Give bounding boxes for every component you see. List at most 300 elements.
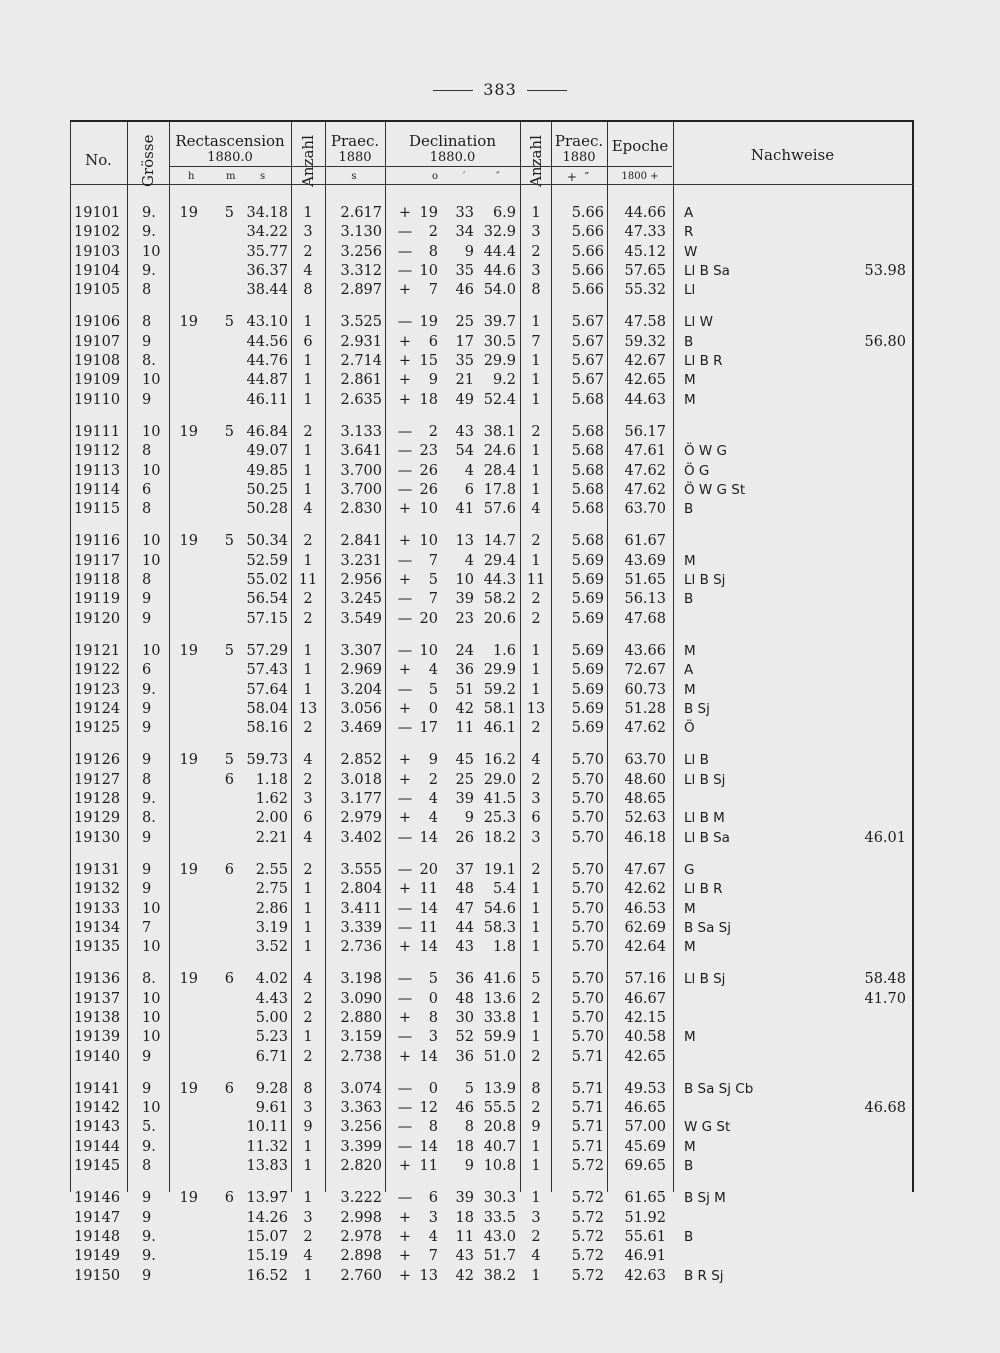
cell-s: 3.19 [255, 919, 288, 936]
cell-ds: 55.5 [483, 1100, 516, 1117]
cell-prd: 5.70 [571, 752, 604, 769]
cell-dd: 8 [428, 1119, 438, 1136]
cell-ep: 42.65 [624, 1048, 666, 1065]
cell-dm: 8 [464, 1119, 474, 1136]
cell-ep: 42.63 [624, 1267, 666, 1284]
cell-no: 19126 [74, 752, 121, 769]
cell-ds: 13.9 [483, 1080, 516, 1097]
cell-pra: 2.841 [340, 533, 382, 550]
cell-sign: + [398, 1158, 412, 1175]
cell-prd: 5.67 [571, 333, 604, 350]
cell-prd: 5.68 [571, 391, 604, 408]
cell-dd: 11 [419, 881, 438, 898]
cell-n: 6 [303, 333, 313, 350]
cell-dd: 14 [419, 1048, 438, 1065]
cell-no: 19144 [74, 1138, 121, 1155]
cell-ep: 42.64 [624, 939, 666, 956]
header-ra-unit-m: m [226, 171, 238, 182]
cell-dd: 4 [428, 1228, 438, 1245]
header-decl-title: Declination [408, 132, 497, 150]
cell-n: 1 [303, 1267, 313, 1284]
cell-pra: 3.245 [340, 591, 382, 608]
cell-ds: 29.0 [483, 771, 516, 788]
cell-s: 10.11 [246, 1119, 288, 1136]
cell-nw: Ö [684, 720, 695, 737]
cell-nw: M [684, 681, 696, 698]
cell-mag: 9. [142, 224, 156, 241]
cell-ep: 47.62 [624, 462, 666, 479]
cell-s: 44.76 [246, 353, 288, 370]
cell-no: 19140 [74, 1048, 121, 1065]
cell-ep: 62.69 [624, 919, 666, 936]
cell-pra: 2.760 [340, 1267, 382, 1284]
row-group [70, 1189, 914, 1285]
cell-dm: 9 [464, 243, 474, 260]
cell-prd: 5.70 [571, 919, 604, 936]
cell-prd: 5.68 [571, 501, 604, 518]
cell-s: 2.00 [255, 810, 288, 827]
cell-no: 19128 [74, 791, 121, 808]
cell-s: 57.15 [246, 610, 288, 627]
cell-dd: 0 [428, 1080, 438, 1097]
cell-s: 44.56 [246, 333, 288, 350]
cell-dm: 47 [455, 900, 474, 917]
cell-s: 55.02 [246, 572, 288, 589]
table-row [70, 552, 914, 571]
cell-no: 19150 [74, 1267, 121, 1284]
cell-no: 19102 [74, 224, 121, 241]
cell-nw: Ll B Sj [684, 971, 726, 988]
table-row [70, 442, 914, 461]
cell-n: 3 [303, 224, 313, 241]
cell-n2: 7 [531, 333, 541, 350]
cell-prd: 5.70 [571, 939, 604, 956]
header-epoche: Epoche [611, 137, 669, 155]
cell-no: 19106 [74, 314, 121, 331]
cell-pra: 3.198 [340, 971, 382, 988]
cell-n: 2 [303, 861, 313, 878]
cell-prd: 5.66 [571, 282, 604, 299]
cell-mag: 8 [142, 501, 152, 518]
cell-no: 19146 [74, 1190, 121, 1207]
table-row [70, 861, 914, 880]
cell-mag: 7 [142, 919, 152, 936]
cell-n: 4 [303, 829, 313, 846]
cell-sign: — [397, 1190, 413, 1207]
cell-n: 1 [303, 391, 313, 408]
table-row [70, 500, 914, 519]
cell-s: 58.04 [246, 700, 288, 717]
cell-sign: + [398, 810, 412, 827]
header-groesse: Grösse [139, 134, 157, 187]
cell-pra: 2.852 [340, 752, 382, 769]
cell-no: 19135 [74, 939, 121, 956]
cell-m: 6 [224, 1080, 234, 1097]
cell-sign: — [397, 971, 413, 988]
cell-mag: 10 [142, 1009, 161, 1026]
cell-sign: — [397, 829, 413, 846]
cell-pra: 2.736 [340, 939, 382, 956]
row-group [70, 642, 914, 738]
cell-prd: 5.70 [571, 829, 604, 846]
cell-no: 19123 [74, 681, 121, 698]
table-row [70, 204, 914, 223]
cell-ds: 41.5 [483, 791, 516, 808]
cell-dd: 10 [419, 501, 438, 518]
cell-s: 46.11 [246, 391, 288, 408]
table-row [70, 681, 914, 700]
cell-prd: 5.67 [571, 353, 604, 370]
row-group [70, 532, 914, 628]
cell-ds: 29.4 [483, 552, 516, 569]
cell-n: 1 [303, 681, 313, 698]
cell-n2: 1 [531, 372, 541, 389]
cell-prd: 5.69 [571, 610, 604, 627]
table-row [70, 1157, 914, 1176]
cell-no: 19110 [74, 391, 121, 408]
cell-prd: 5.69 [571, 700, 604, 717]
cell-sign: + [398, 1009, 412, 1026]
cell-pra: 3.411 [340, 900, 382, 917]
cell-ep: 43.69 [624, 552, 666, 569]
cell-pra: 3.231 [340, 552, 382, 569]
cell-no: 19107 [74, 333, 121, 350]
page-number-text: 383 [483, 80, 517, 99]
cell-mag: 6 [142, 481, 152, 498]
cell-ds: 28.4 [483, 462, 516, 479]
cell-ds: 44.3 [483, 572, 516, 589]
cell-prd: 5.70 [571, 971, 604, 988]
cell-ds: 19.1 [483, 861, 516, 878]
cell-sign: + [398, 333, 412, 350]
cell-mag: 9 [142, 700, 152, 717]
cell-pra: 3.549 [340, 610, 382, 627]
cell-no: 19119 [74, 591, 121, 608]
cell-n2: 1 [531, 552, 541, 569]
cell-prd: 5.71 [571, 1119, 604, 1136]
table-row [70, 462, 914, 481]
cell-no: 19142 [74, 1100, 121, 1117]
cell-dd: 6 [428, 333, 438, 350]
cell-pra: 3.090 [340, 990, 382, 1007]
cell-mag: 9 [142, 591, 152, 608]
cell-sign: + [398, 372, 412, 389]
cell-s: 38.44 [246, 282, 288, 299]
cell-ds: 40.7 [483, 1138, 516, 1155]
cell-s: 9.61 [255, 1100, 288, 1117]
cell-dd: 0 [428, 700, 438, 717]
cell-ds: 14.7 [483, 533, 516, 550]
cell-nw: Ll B [684, 752, 709, 769]
cell-pra: 2.861 [340, 372, 382, 389]
cell-pra: 3.177 [340, 791, 382, 808]
cell-ds: 38.1 [483, 423, 516, 440]
cell-nw: M [684, 372, 696, 389]
cell-dd: 11 [419, 1158, 438, 1175]
cell-mag: 6 [142, 662, 152, 679]
cell-no: 19124 [74, 700, 121, 717]
cell-n2: 1 [531, 1267, 541, 1284]
cell-no: 19145 [74, 1158, 121, 1175]
row-group [70, 861, 914, 957]
cell-pra: 3.402 [340, 829, 382, 846]
cell-n2: 1 [531, 881, 541, 898]
cell-ds: 58.1 [483, 700, 516, 717]
cell-ds: 41.6 [483, 971, 516, 988]
cell-n: 2 [303, 990, 313, 1007]
cell-dm: 13 [455, 533, 474, 550]
cell-m: 5 [224, 423, 234, 440]
cell-ep: 47.58 [624, 314, 666, 331]
cell-prd: 5.69 [571, 591, 604, 608]
cell-pra: 2.804 [340, 881, 382, 898]
cell-nw: Ö W G [684, 443, 728, 460]
cell-n: 1 [303, 1158, 313, 1175]
cell-mag: 8 [142, 282, 152, 299]
table-row [70, 1028, 914, 1047]
cell-ep: 45.69 [624, 1138, 666, 1155]
cell-ep: 48.60 [624, 771, 666, 788]
cell-n2: 1 [531, 443, 541, 460]
cell-n2: 6 [531, 810, 541, 827]
table-row [70, 423, 914, 442]
cell-sign: + [398, 939, 412, 956]
cell-s: 2.75 [255, 881, 288, 898]
cell-prd: 5.68 [571, 481, 604, 498]
cell-prd: 5.71 [571, 1100, 604, 1117]
cell-ep: 52.63 [624, 810, 666, 827]
cell-mag: 9 [142, 1080, 152, 1097]
cell-n2: 5 [531, 971, 541, 988]
cell-no: 19131 [74, 861, 121, 878]
cell-mag: 10 [142, 423, 161, 440]
cell-n2: 2 [531, 610, 541, 627]
cell-prd: 5.72 [571, 1209, 604, 1226]
cell-n2: 1 [531, 1190, 541, 1207]
cell-dd: 0 [428, 990, 438, 1007]
cell-s: 5.00 [255, 1009, 288, 1026]
cell-pra: 2.978 [340, 1228, 382, 1245]
cell-n: 2 [303, 720, 313, 737]
cell-h: 19 [179, 314, 198, 331]
cell-s: 43.10 [246, 314, 288, 331]
table-row [70, 829, 914, 848]
cell-mag: 8. [142, 810, 156, 827]
cell-n2: 3 [531, 829, 541, 846]
cell-dd: 9 [428, 752, 438, 769]
cell-no: 19134 [74, 919, 121, 936]
cell-pra: 2.714 [340, 353, 382, 370]
cell-sign: + [398, 501, 412, 518]
cell-nw: M [684, 552, 696, 569]
cell-n: 4 [303, 501, 313, 518]
cell-prd: 5.68 [571, 462, 604, 479]
cell-mag: 8 [142, 572, 152, 589]
cell-prd: 5.69 [571, 642, 604, 659]
cell-s: 1.18 [255, 771, 288, 788]
cell-nw: M [684, 642, 696, 659]
table-row [70, 481, 914, 500]
cell-n2: 1 [531, 391, 541, 408]
cell-ep: 63.70 [624, 501, 666, 518]
cell-dm: 39 [455, 591, 474, 608]
cell-n: 2 [303, 610, 313, 627]
table-body [70, 204, 914, 1299]
cell-s: 35.77 [246, 243, 288, 260]
cell-n2: 1 [531, 353, 541, 370]
cell-nw: Ll [684, 282, 696, 299]
cell-no: 19149 [74, 1248, 121, 1265]
cell-ds: 54.0 [483, 282, 516, 299]
cell-prd: 5.72 [571, 1267, 604, 1284]
cell-dd: 20 [419, 610, 438, 627]
cell-pra: 3.700 [340, 481, 382, 498]
cell-pra: 2.969 [340, 662, 382, 679]
cell-n2: 4 [531, 501, 541, 518]
cell-prd: 5.66 [571, 205, 604, 221]
cell-ds: 51.7 [483, 1248, 516, 1265]
cell-n2: 1 [531, 939, 541, 956]
cell-n: 1 [303, 900, 313, 917]
cell-no: 19132 [74, 881, 121, 898]
cell-mag: 9 [142, 1209, 152, 1226]
cell-sign: — [397, 224, 413, 241]
cell-sign: — [397, 1119, 413, 1136]
cell-dm: 9 [464, 1158, 474, 1175]
header-ra-unit-s: s [260, 171, 268, 182]
cell-ds: 20.8 [483, 1119, 516, 1136]
cell-no: 19113 [74, 462, 121, 479]
cell-s: 2.86 [255, 900, 288, 917]
cell-dd: 3 [428, 1029, 438, 1046]
cell-n2: 9 [531, 1119, 541, 1136]
cell-nw: B R Sj [684, 1267, 724, 1284]
cell-mag: 10 [142, 243, 161, 260]
page-number [0, 80, 1000, 99]
cell-s: 56.54 [246, 591, 288, 608]
cell-s: 57.43 [246, 662, 288, 679]
cell-sign: — [397, 919, 413, 936]
cell-dm: 30 [455, 1009, 474, 1026]
cell-prd: 5.66 [571, 224, 604, 241]
table-row [70, 1080, 914, 1099]
table-row [70, 970, 914, 989]
cell-no: 19130 [74, 829, 121, 846]
cell-s: 50.28 [246, 501, 288, 518]
cell-s: 58.16 [246, 720, 288, 737]
page-number-dash-left [433, 90, 473, 91]
cell-dd: 12 [419, 1100, 438, 1117]
cell-ds: 25.3 [483, 810, 516, 827]
cell-sign: + [398, 282, 412, 299]
cell-ds: 30.3 [483, 1190, 516, 1207]
cell-pra: 3.204 [340, 681, 382, 698]
cell-extra: 58.48 [864, 971, 906, 988]
cell-dd: 19 [419, 205, 438, 221]
cell-m: 5 [224, 533, 234, 550]
cell-pra: 2.738 [340, 1048, 382, 1065]
cell-mag: 9. [142, 1138, 156, 1155]
cell-ep: 45.12 [624, 243, 666, 260]
cell-prd: 5.68 [571, 443, 604, 460]
table-row [70, 243, 914, 262]
cell-sign: + [398, 752, 412, 769]
cell-s: 16.52 [246, 1267, 288, 1284]
cell-s: 5.23 [255, 1029, 288, 1046]
cell-n2: 3 [531, 791, 541, 808]
cell-dm: 46 [455, 282, 474, 299]
cell-no: 19117 [74, 552, 121, 569]
cell-mag: 9. [142, 205, 156, 221]
cell-dd: 5 [428, 681, 438, 698]
cell-sign: — [397, 443, 413, 460]
cell-dm: 35 [455, 353, 474, 370]
cell-prd: 5.67 [571, 372, 604, 389]
cell-no: 19121 [74, 642, 121, 659]
table-row [70, 1118, 914, 1137]
cell-dd: 26 [419, 481, 438, 498]
cell-s: 3.52 [255, 939, 288, 956]
cell-s: 57.29 [246, 642, 288, 659]
cell-sign: + [398, 572, 412, 589]
cell-nw: Ll B Sj [684, 572, 726, 589]
cell-nw: G [684, 861, 695, 878]
cell-ep: 43.66 [624, 642, 666, 659]
cell-pra: 3.641 [340, 443, 382, 460]
cell-ds: 17.8 [483, 481, 516, 498]
cell-dm: 52 [455, 1029, 474, 1046]
cell-dm: 44 [455, 919, 474, 936]
cell-no: 19125 [74, 720, 121, 737]
cell-pra: 2.880 [340, 1009, 382, 1026]
cell-nw: Ll B Sa [684, 262, 730, 279]
cell-pra: 3.056 [340, 700, 382, 717]
cell-sign: + [398, 1048, 412, 1065]
cell-ds: 9.2 [492, 372, 516, 389]
cell-no: 19115 [74, 501, 121, 518]
cell-s: 2.55 [255, 861, 288, 878]
table-row [70, 1048, 914, 1067]
cell-extra: 53.98 [864, 262, 906, 279]
cell-no: 19101 [74, 205, 121, 221]
cell-n: 4 [303, 971, 313, 988]
header-praec2-year: 1880 [562, 150, 596, 165]
cell-m: 6 [224, 1190, 234, 1207]
table-row [70, 1209, 914, 1228]
cell-dd: 5 [428, 572, 438, 589]
cell-dd: 2 [428, 771, 438, 788]
cell-extra: 41.70 [864, 990, 906, 1007]
cell-s: 34.18 [246, 205, 288, 221]
cell-extra: 46.68 [864, 1100, 906, 1117]
cell-n: 4 [303, 1248, 313, 1265]
cell-prd: 5.70 [571, 881, 604, 898]
cell-sign: + [398, 205, 412, 221]
cell-dm: 42 [455, 700, 474, 717]
cell-mag: 9. [142, 681, 156, 698]
cell-no: 19103 [74, 243, 121, 260]
cell-dd: 8 [428, 243, 438, 260]
cell-prd: 5.70 [571, 791, 604, 808]
cell-dm: 36 [455, 971, 474, 988]
header-praec2: Praec. [554, 132, 604, 150]
cell-dd: 26 [419, 462, 438, 479]
cell-prd: 5.68 [571, 423, 604, 440]
cell-n2: 13 [526, 700, 546, 717]
cell-n: 9 [303, 1119, 313, 1136]
cell-sign: — [397, 610, 413, 627]
cell-s: 2.21 [255, 829, 288, 846]
